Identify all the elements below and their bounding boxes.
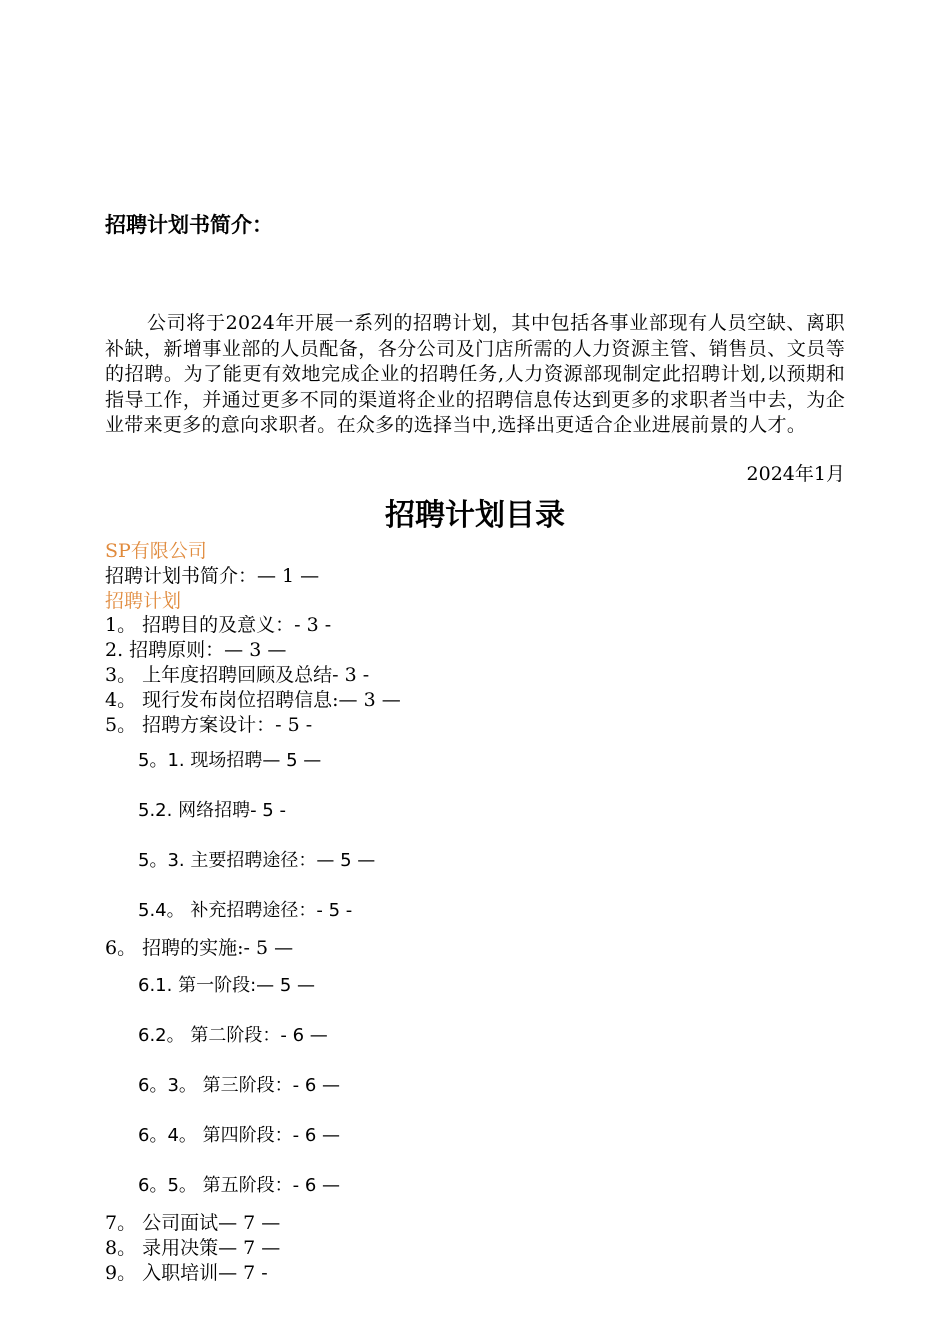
toc-item-9[interactable]: 9。 入职培训— 7 - — [105, 1262, 268, 1284]
intro-date: 2024年1月 — [746, 463, 845, 485]
toc-item-5[interactable]: 5。 招聘方案设计：- 5 - — [105, 714, 313, 736]
toc-item-7[interactable]: 7。 公司面试— 7 — — [105, 1212, 281, 1234]
intro-paragraph: 公司将于2024年开展一系列的招聘计划，其中包括各事业部现有人员空缺、离职补缺，新增事业部的人员配备，各分公司及门店所需的人力资源主管、销售员、文员等的招聘。为了能更有效地完成企业的招聘任务,人力资源部现制定此招聘计划,以预期和指导工作，并通过更多不同的渠道将企业的招聘信息传达到更多的求职者当中去，为企业带来更多的意向求职者。在众多的选择当中,选择出更适合企业进展前景的人才。 — [105, 312, 845, 437]
toc-item-5-3[interactable]: 5。3. 主要招聘途径：— 5 — — [138, 850, 376, 871]
toc-item-5-4[interactable]: 5.4。 补充招聘途径：- 5 - — [138, 900, 353, 921]
toc-item-2[interactable]: 2. 招聘原则：— 3 — — [105, 639, 287, 661]
toc-item-6-3[interactable]: 6。3。 第三阶段：- 6 — — [138, 1075, 341, 1096]
toc-item-intro[interactable]: 招聘计划书简介：— 1 — — [105, 565, 320, 587]
toc-section-link[interactable]: 招聘计划 — [105, 590, 182, 612]
toc-item-4[interactable]: 4。 现行发布岗位招聘信息:— 3 — — [105, 689, 401, 711]
toc-item-3[interactable]: 3。 上年度招聘回顾及总结- 3 - — [105, 664, 370, 686]
toc-item-5-2[interactable]: 5.2. 网络招聘- 5 - — [138, 800, 286, 821]
toc-title: 招聘计划目录 — [385, 498, 565, 533]
intro-title: 招聘计划书简介： — [105, 213, 273, 237]
toc-item-1[interactable]: 1。 招聘目的及意义：- 3 - — [105, 614, 332, 636]
toc-item-6-1[interactable]: 6.1. 第一阶段:— 5 — — [138, 975, 316, 996]
toc-item-6-4[interactable]: 6。4。 第四阶段：- 6 — — [138, 1125, 341, 1146]
toc-company-link[interactable]: SP有限公司 — [105, 540, 207, 562]
toc-item-5-1[interactable]: 5。1. 现场招聘— 5 — — [138, 750, 322, 771]
toc-item-8[interactable]: 8。 录用决策— 7 — — [105, 1237, 281, 1259]
toc-item-6[interactable]: 6。 招聘的实施:- 5 — — [105, 937, 294, 959]
toc-item-6-2[interactable]: 6.2。 第二阶段：- 6 — — [138, 1025, 328, 1046]
toc-item-6-5[interactable]: 6。5。 第五阶段：- 6 — — [138, 1175, 341, 1196]
